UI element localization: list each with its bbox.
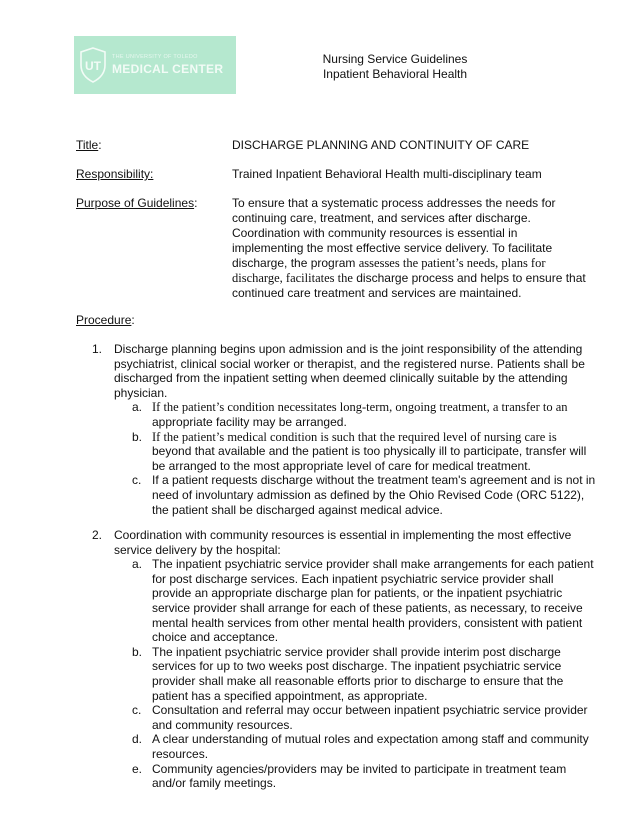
- sub-item-2a: a. The inpatient psychiatric service provider shall make arrangements for each patient for post discharge services. Each inpatient psychiatric service provider shall provide an appropriate discharge plan for patients, or the inpatient psychiatric service provider shall arrange for each of these patients, as necessary, to receive mental health services from other mental health providers, consistent with patient choice and acceptance.: [76, 557, 596, 645]
- purpose-value: [232, 196, 588, 301]
- sub-item-1b: b. If the patient’s medical condition is such that the required level of nursing care is beyond that available and the patient is too physically ill to participate, transfer will be arranged to the most appropriate level of care for medical treatment.: [132, 429, 587, 473]
- sub-item-1c: c. If a patient requests discharge without the treatment team's agreement and is not in need of involuntary admission as defined by the Ohio Revised Code (ORC 5122), the patient shall be discharged against medical advice.: [132, 473, 596, 517]
- sub-item-1a: a. If the patient’s condition necessitates long-term, ongoing treatment, a transfer to an appropriate facility may be arranged.: [132, 400, 568, 429]
- item-text: Discharge planning begins upon admission and is the joint responsibility of the attending psychiatrist, clinical social worker or therapist, and the registered nurse. Patients shall be discharged from the inpatient setting when deemed clinically suitable by the attending physician.: [114, 342, 585, 400]
- sub-item-2d: d. A clear understanding of mutual roles and expectation among staff and community resources.: [76, 732, 596, 761]
- item-text: Coordination with community resources is essential in implementing the most effective service delivery by the hospital:: [114, 528, 572, 557]
- shield-emblem-icon: [80, 47, 106, 83]
- item-number: 1.: [92, 342, 103, 356]
- sub-text: Consultation and referral may occur between inpatient psychiatric service provider and community resources.: [152, 703, 588, 732]
- sub-text: Community agencies/providers may be invited to participate in treatment team and/or family meetings.: [152, 761, 567, 791]
- logo-university-text: THE UNIVERSITY OF TOLEDO: [112, 54, 198, 61]
- responsibility-value: Trained Inpatient Behavioral Health multi-disciplinary team: [232, 167, 542, 181]
- title-value: DISCHARGE PLANNING AND CONTINUITY OF CARE: [232, 138, 530, 152]
- sub-text-serif: If the patient’s medical condition is such that the required level of nursing care is: [152, 429, 557, 444]
- sub-text: If a patient requests discharge without the treatment team's agreement and is not in need of involuntary admission as defined by the Ohio Revised Code (ORC 5122), the patient shall be discharged against medical advice.: [152, 473, 596, 517]
- sub-text: A clear understanding of mutual roles and expectation among staff and community resources.: [152, 732, 589, 761]
- document-header: [300, 52, 490, 82]
- purpose-label: Purpose of Guidelines: [76, 196, 195, 210]
- sub-text: The inpatient psychiatric service provider shall provide interim post discharge services for up to two weeks post discharge. The inpatient psychiatric service provider shall make all reasonable efforts prior to discharge to ensure that the patient has a specified appointment, as appropriate.: [152, 644, 564, 703]
- procedure-heading: Procedure:: [76, 313, 135, 327]
- sub-item-2b: b. The inpatient psychiatric service provider shall provide interim post discharge services for up to two weeks post discharge. The inpatient psychiatric service provider shall make all reasonable efforts prior to discharge to ensure that the patient has a specified appointment, as appropriate.: [76, 645, 596, 703]
- purpose-text-3: discharge process and helps to ensure that continued care treatment and services are maintained.: [232, 271, 586, 300]
- sub-text: The inpatient psychiatric service provider shall make arrangements for each patient for post discharge services. Each inpatient psychiatric service provider shall provide an appropriate discharge plan for patients, or the inpatient psychiatric service provider shall arrange for each of these patients, as necessary, to receive mental health services from other mental health providers, consistent with patient choice and acceptance.: [152, 557, 594, 645]
- purpose-text-1: To ensure that a systematic process addresses the needs for continuing care, treatment, and services after discharge. Coordination with community resources is essential in implementing the most effective service delivery. To facilitate discharge, the program: [232, 196, 556, 270]
- responsibility-label: Responsibility:: [76, 167, 154, 181]
- title-label: Title: [76, 138, 99, 152]
- svg-text:UT: UT: [85, 59, 101, 73]
- procedure-item-1: [76, 342, 596, 517]
- medical-center-logo: [74, 36, 236, 94]
- header-line-2: Inpatient Behavioral Health: [322, 67, 468, 81]
- purpose-text-2: assesses the patient’s needs, plans for discharge, facilitates the: [232, 256, 546, 285]
- procedure-item-2: [76, 528, 596, 791]
- sub-item-2c: c. Consultation and referral may occur between inpatient psychiatric service provider and community resources.: [76, 703, 596, 732]
- sub-item-2e: e. Community agencies/providers may be invited to participate in treatment team and/or family meetings.: [76, 762, 596, 791]
- sub-text-serif: If the patient’s condition necessitates long-term, ongoing treatment, a transfer to an: [152, 400, 568, 415]
- sub-text: beyond that available and the patient is too physically ill to participate, transfer will be arranged to the most appropriate level of care for medical treatment.: [152, 444, 587, 473]
- header-line-1: Nursing Service Guidelines: [322, 52, 468, 66]
- logo-medical-center-text: MEDICAL CENTER: [112, 61, 224, 76]
- item-number: 2.: [92, 528, 103, 542]
- sub-text: appropriate facility may be arranged.: [152, 414, 347, 429]
